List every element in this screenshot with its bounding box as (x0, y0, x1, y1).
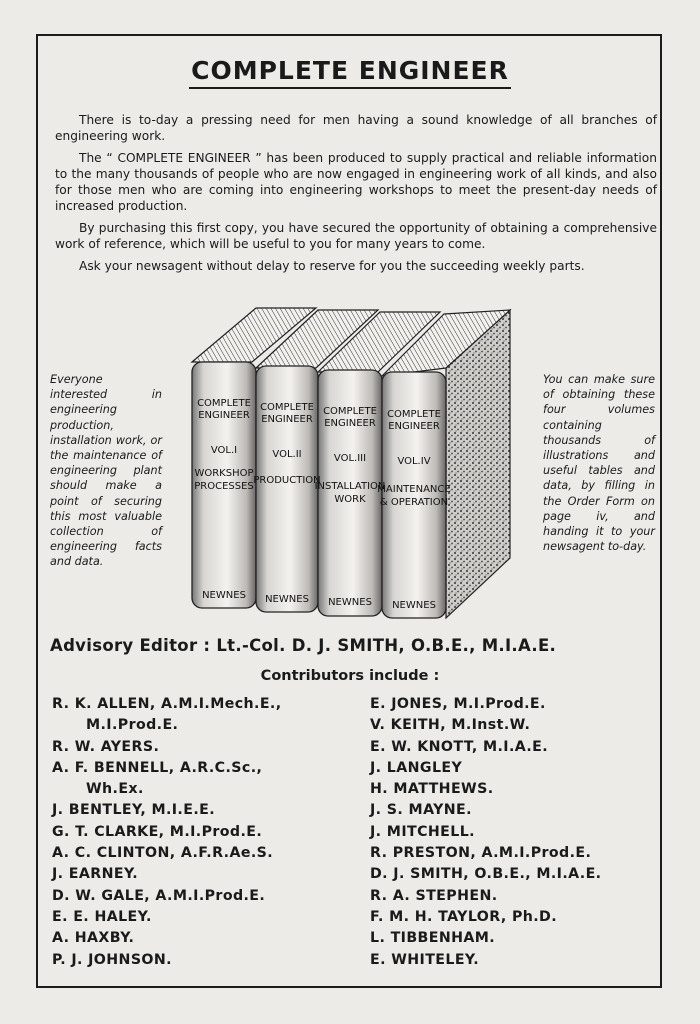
contributor-entry: F. M. H. TAYLOR, Ph.D. (370, 908, 558, 925)
book-series-label: ENGINEER (388, 421, 440, 432)
contributor-entry: R. W. AYERS. (52, 738, 160, 755)
contributor-entry: A. F. BENNELL, A.R.C.Sc., Wh.Ex. (52, 759, 263, 798)
contributor-entry: J. EARNEY. (52, 866, 139, 883)
side-note-right: You can make sure of obtaining these four volumes containing thousands of illustrations and useful tables and data, by filling in the Order Form on page iv, and handing it to your newsagent to-day. (543, 373, 655, 554)
book-subject-label: MAINTENANCE (377, 484, 451, 495)
page-title: COMPLETE ENGINEER (0, 56, 700, 85)
book-publisher-label: NEWNES (328, 597, 372, 608)
intro-paragraph: The “ COMPLETE ENGINEER ” has been produced to supply practical and reliable information to the many thousands of people who are now engaged in engineering work of all kinds, and also for those men who are coming into engineering workshops to meet the present-day needs of increased production. (55, 151, 657, 213)
contributor-entry: R. K. ALLEN, A.M.I.Mech.E., M.I.Prod.E. (52, 696, 282, 734)
contributor-entry: E. WHITELEY. (370, 951, 480, 968)
intro-paragraph: Ask your newsagent without delay to reserve for you the succeeding weekly parts. (79, 259, 585, 273)
contributor-entry: G. T. CLARKE, M.I.Prod.E. (52, 823, 263, 840)
contributor-entry: J. S. MAYNE. (370, 802, 472, 819)
contributor-entry: A. HAXBY. (52, 930, 135, 947)
contributor-entry: P. J. JOHNSON. (52, 951, 172, 968)
contributor-entry: R. PRESTON, A.M.I.Prod.E. (370, 845, 592, 862)
contributors-heading: Contributors include : (260, 668, 440, 684)
contributor-entry: J. MITCHELL. (370, 823, 475, 840)
book-series-label: ENGINEER (324, 418, 376, 429)
book-series-label: COMPLETE (260, 402, 314, 413)
book-subject-label: WORK (334, 494, 366, 505)
contributor-entry: D. J. SMITH, O.B.E., M.I.A.E. (370, 866, 602, 883)
book-volume-label: VOL.IV (397, 456, 431, 467)
intro-text (55, 112, 657, 280)
contributor-entry: J. LANGLEY (370, 759, 463, 776)
contributor-entry: E. W. KNOTT, M.I.A.E. (370, 738, 549, 755)
book-publisher-label: NEWNES (265, 594, 309, 605)
book-series-label: ENGINEER (261, 414, 313, 425)
book-publisher-label: NEWNES (202, 590, 246, 601)
contributor-entry: H. MATTHEWS. (370, 781, 494, 798)
intro-paragraph: There is to-day a pressing need for men having a sound knowledge of all branches of engineering work. (55, 113, 657, 143)
contributor-entry: E. JONES, M.I.Prod.E. (370, 696, 546, 712)
contributor-entry: R. A. STEPHEN. (370, 887, 498, 904)
contributor-entry: E. E. HALEY. (52, 908, 152, 925)
book-volume-label: VOL.I (210, 445, 238, 456)
book-subject-label: WORKSHOP (194, 468, 254, 479)
contributor-entry: V. KEITH, M.Inst.W. (370, 717, 531, 734)
book-series-label: COMPLETE (387, 409, 441, 420)
book-set-illustration (178, 300, 528, 625)
book-publisher-label: NEWNES (392, 600, 436, 611)
book-subject-label: & OPERATION (379, 497, 449, 508)
book-series-label: ENGINEER (198, 410, 250, 421)
contributor-entry: J. BENTLEY, M.I.E.E. (52, 802, 215, 819)
book-subject-label: INSTALLATION (314, 481, 386, 492)
contributor-entry: L. TIBBENHAM. (370, 930, 496, 947)
book-subject-label: PROCESSES (194, 481, 254, 492)
book-volume-label: VOL.III (333, 453, 367, 464)
book-subject-label: PRODUCTION (253, 475, 321, 486)
intro-paragraph: By purchasing this first copy, you have secured the opportunity of obtaining a comprehensive work of reference, which will be useful to you for many years to come. (55, 221, 657, 251)
contributor-entry: A. C. CLINTON, A.F.R.Ae.S. (52, 845, 274, 862)
contributor-entry: D. W. GALE, A.M.I.Prod.E. (52, 887, 266, 904)
advisory-editor: Advisory Editor : Lt.-Col. D. J. SMITH, O.B.E., M.I.A.E. (50, 636, 557, 655)
book-series-label: COMPLETE (323, 406, 377, 417)
contributors-left-column (52, 694, 352, 971)
contributors-right-column (370, 694, 670, 971)
side-note-left: Everyone interested in engineering production, installation work, or the maintenance of engineering plant should make a point of securing this most valuable collection of engineering facts and data. (50, 373, 162, 569)
book-series-label: COMPLETE (197, 398, 251, 409)
book-volume-label: VOL.II (272, 449, 302, 460)
